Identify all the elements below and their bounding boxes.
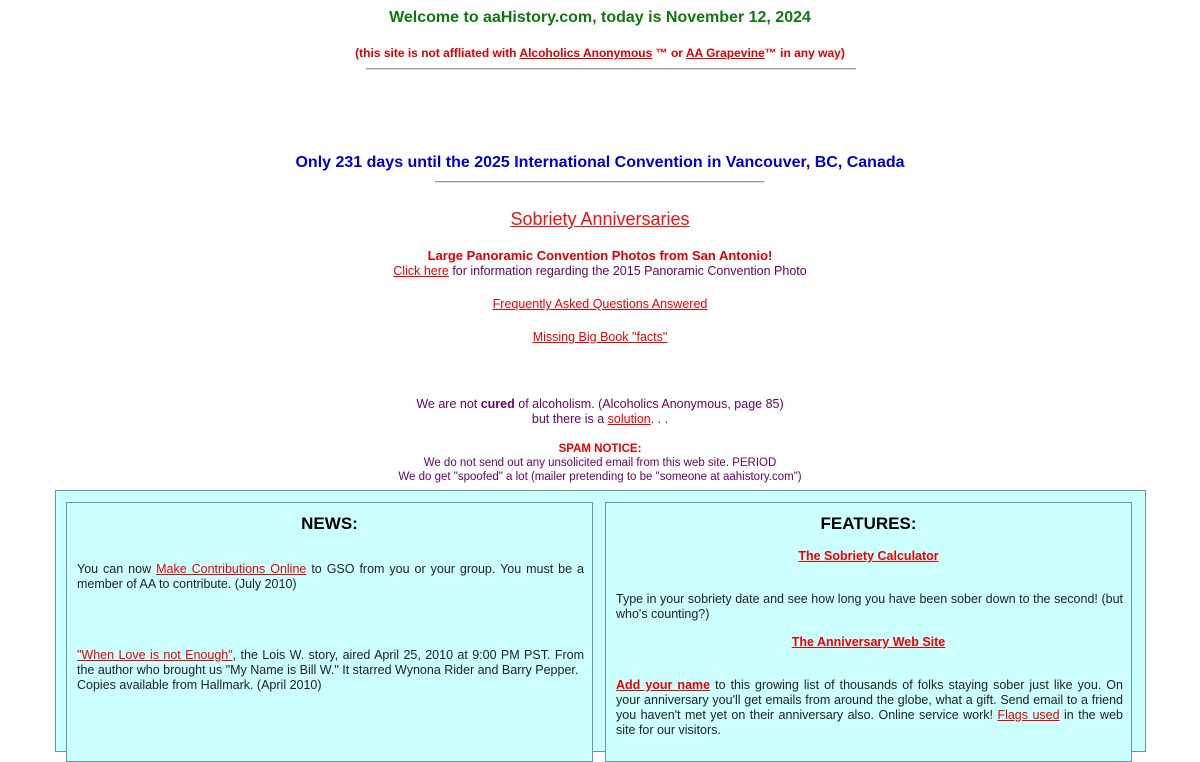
solution-link[interactable]: solution bbox=[607, 412, 651, 426]
when-love-link[interactable]: "When Love is not Enough" bbox=[77, 648, 233, 662]
news-panel bbox=[66, 502, 593, 762]
anniversary-web-site bbox=[606, 635, 1131, 649]
quote-line-2 bbox=[0, 412, 1200, 427]
flags-suffix: in the web site for our visitors. bbox=[616, 708, 1123, 737]
aa-grapevine-link[interactable]: AA Grapevine bbox=[685, 46, 765, 60]
features-panel bbox=[605, 502, 1132, 762]
add-your-name-link[interactable]: Add your name bbox=[616, 678, 711, 692]
news-item-2 bbox=[77, 648, 584, 693]
news-item-1 bbox=[77, 562, 584, 592]
calculator-description: Type in your sobriety date and see how long you have been sober down to the second! (but who's counting?) bbox=[616, 592, 1123, 621]
faq bbox=[0, 297, 1200, 311]
divider-convention bbox=[435, 181, 764, 183]
panoramic-info bbox=[0, 264, 1200, 278]
quote-line-1 bbox=[0, 397, 1200, 412]
divider-top bbox=[366, 68, 856, 70]
make-contributions-link[interactable]: Make Contributions Online bbox=[156, 562, 307, 576]
sobriety-calculator-link[interactable]: The Sobriety Calculator bbox=[798, 549, 939, 563]
convention-countdown: Only 231 days until the 2025 International Convention in Vancouver, BC, Canada bbox=[295, 154, 905, 171]
news-title: NEWS: bbox=[301, 514, 358, 533]
quote-line2-suffix: . . . bbox=[650, 412, 669, 426]
missing-facts bbox=[0, 330, 1200, 344]
quote-bold: cured bbox=[480, 397, 515, 411]
alcoholics-anonymous-link[interactable]: Alcoholics Anonymous bbox=[519, 46, 653, 60]
sobriety-calculator bbox=[606, 549, 1131, 563]
disclaimer-prefix: (this site is not affliated with bbox=[355, 46, 520, 60]
flags-used-link[interactable]: Flags used bbox=[997, 708, 1060, 722]
quote-prefix: We are not bbox=[416, 397, 481, 411]
sobriety-anniversaries bbox=[0, 209, 1200, 230]
panoramic-info-text: for information regarding the 2015 Panoramic Convention Photo bbox=[448, 264, 807, 278]
anniversary-web-site-link[interactable]: The Anniversary Web Site bbox=[791, 635, 946, 649]
news-item-1-suffix: to GSO from you or your group. You must be a member of AA to contribute. (July 2010) bbox=[77, 562, 585, 591]
disclaimer-mid: ™ or bbox=[652, 46, 686, 60]
news-item-2-line2: Copies available from Hallmark. (April 2010) bbox=[77, 678, 322, 692]
sobriety-anniversaries-link[interactable]: Sobriety Anniversaries bbox=[510, 209, 690, 229]
quote bbox=[0, 397, 1200, 427]
panoramic-title: Large Panoramic Convention Photos from San Antonio! bbox=[427, 248, 773, 263]
welcome-banner: Welcome to aaHistory.com, today is November 12, 2024 bbox=[389, 9, 811, 26]
news-item-2-suffix: , the Lois W. story, aired April 25, 2010 at 9:00 PM PST. From the author who brought us "My Name is Bill W." It starred Wynona Rider and Barry Pepper. bbox=[77, 648, 584, 677]
add-name-description bbox=[616, 678, 1123, 738]
news-item-1-prefix: You can now bbox=[77, 562, 157, 576]
disclaimer bbox=[0, 46, 1200, 60]
features-title: FEATURES: bbox=[820, 514, 917, 533]
faq-link[interactable]: Frequently Asked Questions Answered bbox=[492, 297, 708, 311]
spam-notice-line-1: We do not send out any unsolicited email from this web site. PERIOD bbox=[423, 457, 777, 469]
quote-line2-prefix: but there is a bbox=[531, 412, 608, 426]
add-name-text: to this growing list of thousands of folks staying sober just like you. On your anniversary you'll get emails from around the globe, what a gift. Send email to a friend you haven't met yet on their anniversary also. Online service work! bbox=[616, 678, 1123, 722]
missing-facts-link[interactable]: Missing Big Book "facts" bbox=[532, 330, 668, 344]
spam-notice-title: SPAM NOTICE: bbox=[558, 443, 642, 455]
content-box bbox=[55, 490, 1146, 752]
spam-notice-line-2: We do get "spoofed" a lot (mailer pretending to be "someone at aahistory.com") bbox=[398, 471, 802, 483]
click-here-link[interactable]: Click here bbox=[393, 264, 449, 278]
quote-suffix: of alcoholism. (Alcoholics Anonymous, page 85) bbox=[514, 397, 784, 411]
disclaimer-suffix: ™ in any way) bbox=[764, 46, 845, 60]
